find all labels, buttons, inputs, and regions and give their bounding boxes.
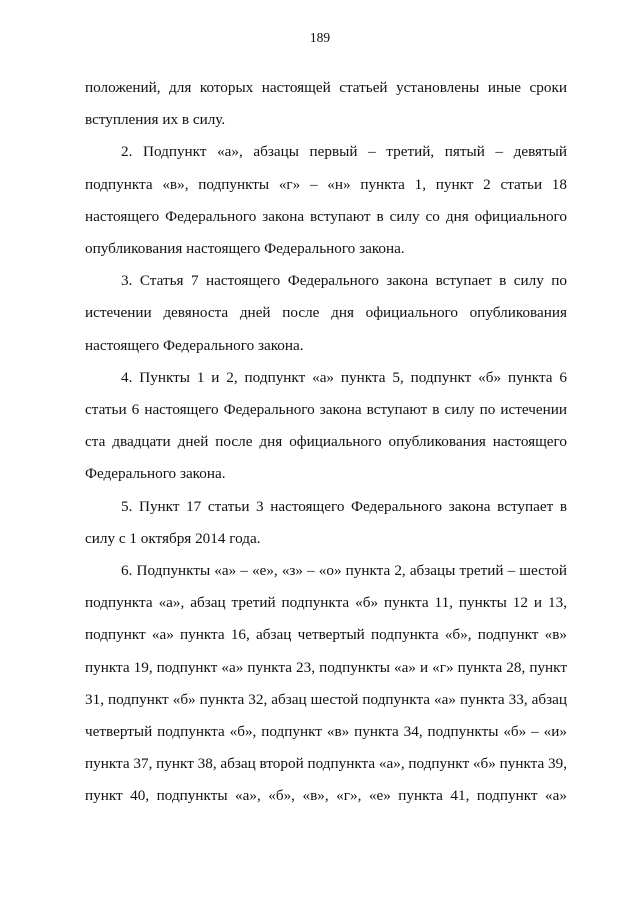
text-line: четвертый подпункта «б», подпункт «в» пункта 34, подпункты «б» – «и» — [85, 723, 567, 741]
text-line: ста двадцати дней после дня официального опубликования настоящего — [85, 433, 567, 451]
text-line: Федерального закона. — [85, 465, 226, 483]
text-line: статьи 6 настоящего Федерального закона вступают в силу по истечении — [85, 401, 567, 419]
text-line: пункт 40, подпункты «а», «б», «в», «г», «е» пункта 41, подпункт «а» — [85, 787, 567, 805]
document-body — [85, 72, 567, 813]
paragraph — [85, 136, 567, 265]
text-line: силу с 1 октября 2014 года. — [85, 529, 261, 547]
paragraph — [85, 72, 567, 136]
text-line: подпункт «а» пункта 16, абзац четвертый подпункта «б», подпункт «в» — [85, 626, 567, 644]
text-line: настоящего Федерального закона. — [85, 336, 304, 354]
text-line: 6. Подпункты «а» – «е», «з» – «о» пункта 2, абзацы третий – шестой — [121, 562, 567, 580]
text-line: положений, для которых настоящей статьей установлены иные сроки — [85, 79, 567, 96]
text-line: опубликования настоящего Федерального закона. — [85, 240, 405, 258]
page-number: 189 — [309, 30, 331, 45]
text-line: 31, подпункт «б» пункта 32, абзац шестой подпункта «а» пункта 33, абзац — [85, 690, 567, 708]
text-line: 2. Подпункт «а», абзацы первый – третий, пятый – девятый — [121, 143, 567, 161]
text-line: истечении девяноста дней после дня официального опубликования — [85, 304, 567, 322]
text-line: 4. Пункты 1 и 2, подпункт «а» пункта 5, подпункт «б» пункта 6 — [121, 368, 567, 386]
paragraph — [85, 362, 567, 491]
text-line: пункта 19, подпункт «а» пункта 23, подпункты «а» и «г» пункта 28, пункт — [85, 658, 567, 676]
text-line: вступления их в силу. — [85, 111, 226, 129]
text-line: пункта 37, пункт 38, абзац второй подпункта «а», подпункт «б» пункта 39, — [85, 755, 567, 773]
text-line: 3. Статья 7 настоящего Федерального закона вступает в силу по — [121, 272, 567, 290]
text-line: 5. Пункт 17 статьи 3 настоящего Федерального закона вступает в — [121, 497, 567, 515]
paragraph — [85, 265, 567, 362]
text-line: подпункта «а», абзац третий подпункта «б» пункта 11, пункты 12 и 13, — [85, 594, 567, 612]
text-line: настоящего Федерального закона вступают в силу со дня официального — [85, 207, 567, 225]
text-line: подпункта «в», подпункты «г» – «н» пункта 1, пункт 2 статьи 18 — [85, 175, 567, 193]
paragraph — [85, 555, 567, 813]
paragraph — [85, 491, 567, 555]
